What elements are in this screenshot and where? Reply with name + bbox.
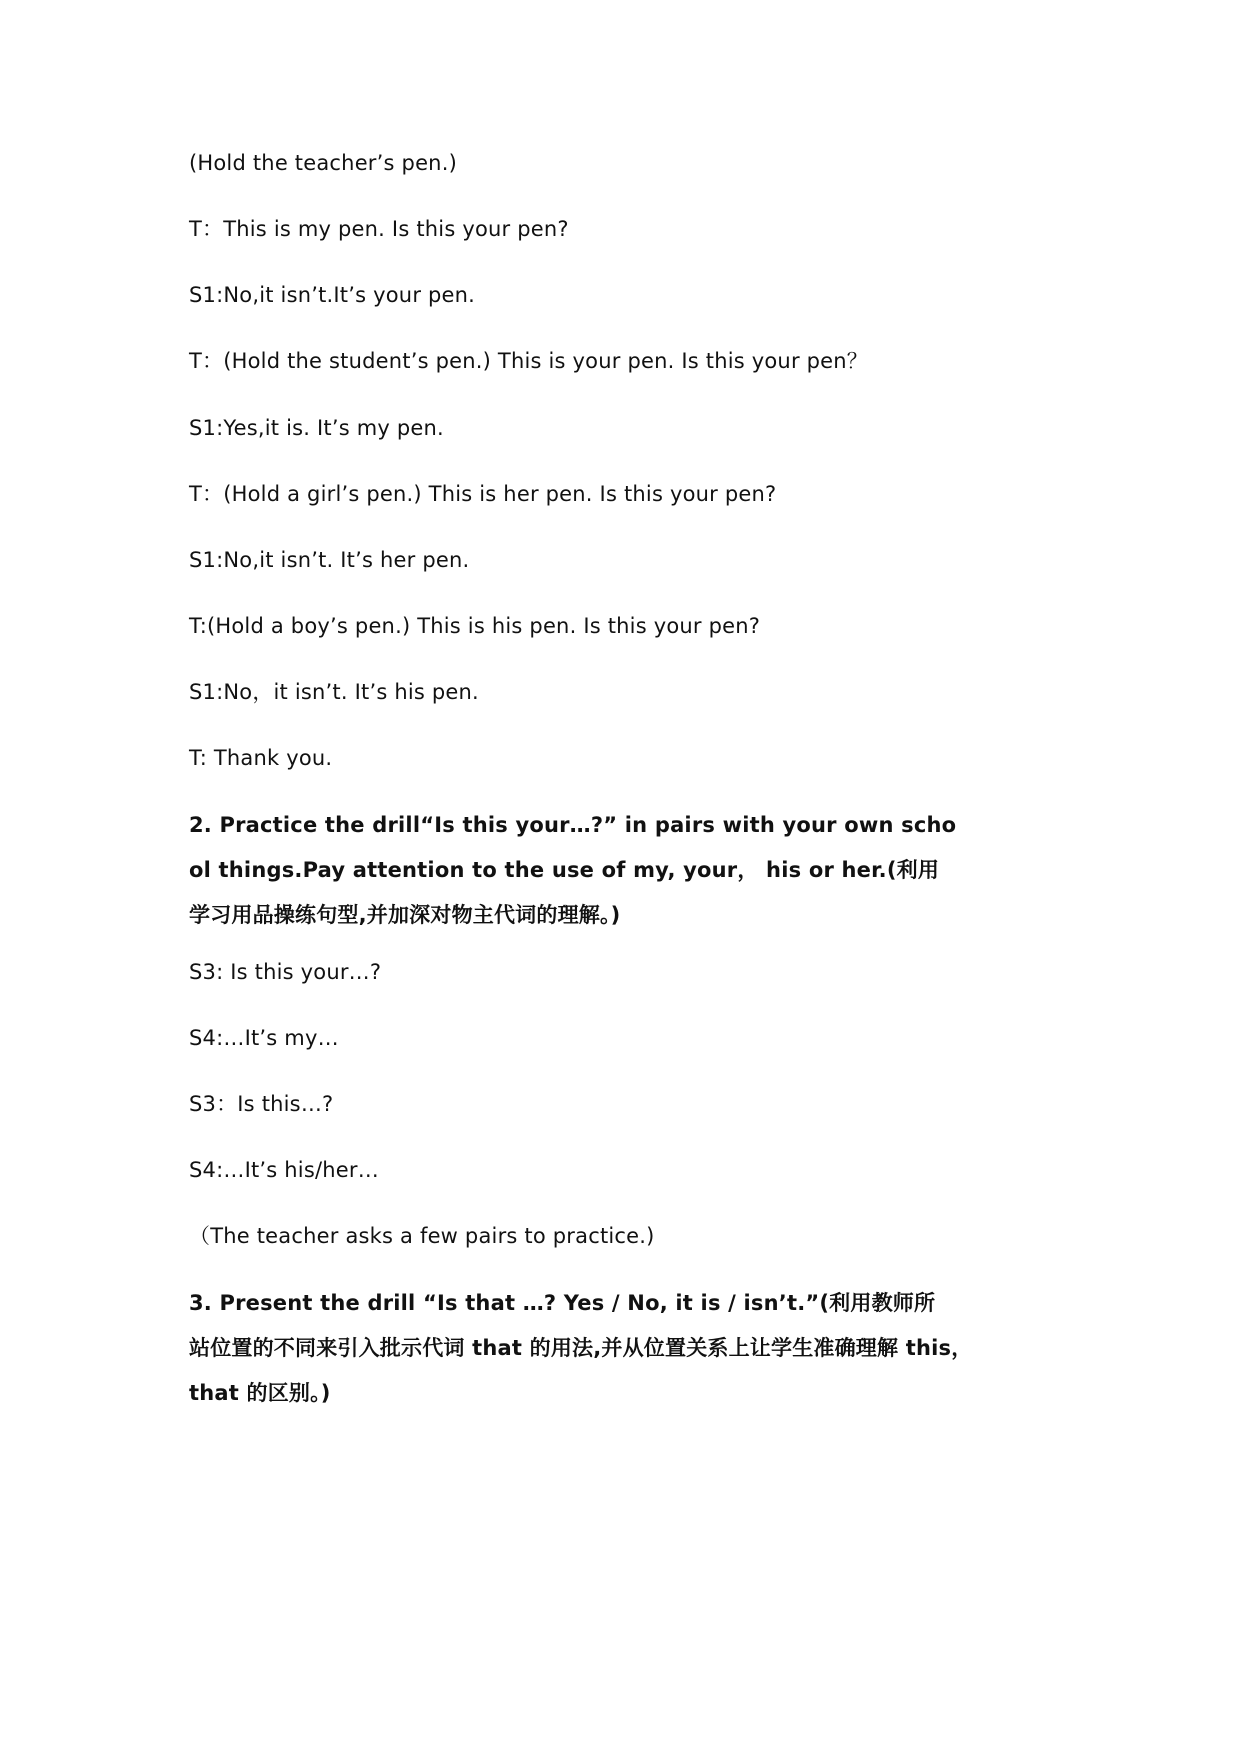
step-2-line-3: 学习用品操练句型,并加深对物主代词的理解。) (189, 903, 621, 927)
step-3-line-1: 3. Present the drill “Is that …? Yes / No, it is / isn’t.”(利用教师所 (189, 1291, 936, 1315)
dialogue-line: S1:No,it isn’t.It’s your pen. (189, 283, 476, 307)
dialogue-line: T:(Hold a boy’s pen.) This is his pen. Is this your pen? (189, 614, 761, 638)
dialogue-line: T：This is my pen. Is this your pen? (189, 217, 569, 241)
practice-line: S4:…It’s my… (189, 1026, 339, 1050)
step-2-line-2: ol things.Pay attention to the use of my, your， his or her.(利用 (189, 858, 940, 882)
practice-line: S3：Is this…? (189, 1092, 334, 1116)
dialogue-line: T: Thank you. (189, 746, 333, 770)
practice-line: S4:…It’s his/her… (189, 1158, 379, 1182)
step-3-line-2: 站位置的不同来引入批示代词 that 的用法,并从位置关系上让学生准确理解 this， (189, 1336, 973, 1360)
practice-line: （The teacher asks a few pairs to practice.) (189, 1224, 655, 1248)
dialogue-line: S1:No，it isn’t. It’s his pen. (189, 680, 479, 704)
dialogue-line: T：(Hold a girl’s pen.) This is her pen. Is this your pen? (189, 482, 777, 506)
dialogue-line: (Hold the teacher’s pen.) (189, 151, 457, 175)
practice-line: S3: Is this your…? (189, 960, 382, 984)
dialogue-line: T：(Hold the student’s pen.) This is your pen. Is this your pen？ (189, 349, 869, 373)
step-3-line-3: that 的区别。) (189, 1381, 331, 1405)
step-2-line-1: 2. Practice the drill“Is this your…?” in pairs with your own scho (189, 813, 957, 837)
dialogue-line: S1:Yes,it is. It’s my pen. (189, 416, 444, 440)
dialogue-line: S1:No,it isn’t. It’s her pen. (189, 548, 470, 572)
